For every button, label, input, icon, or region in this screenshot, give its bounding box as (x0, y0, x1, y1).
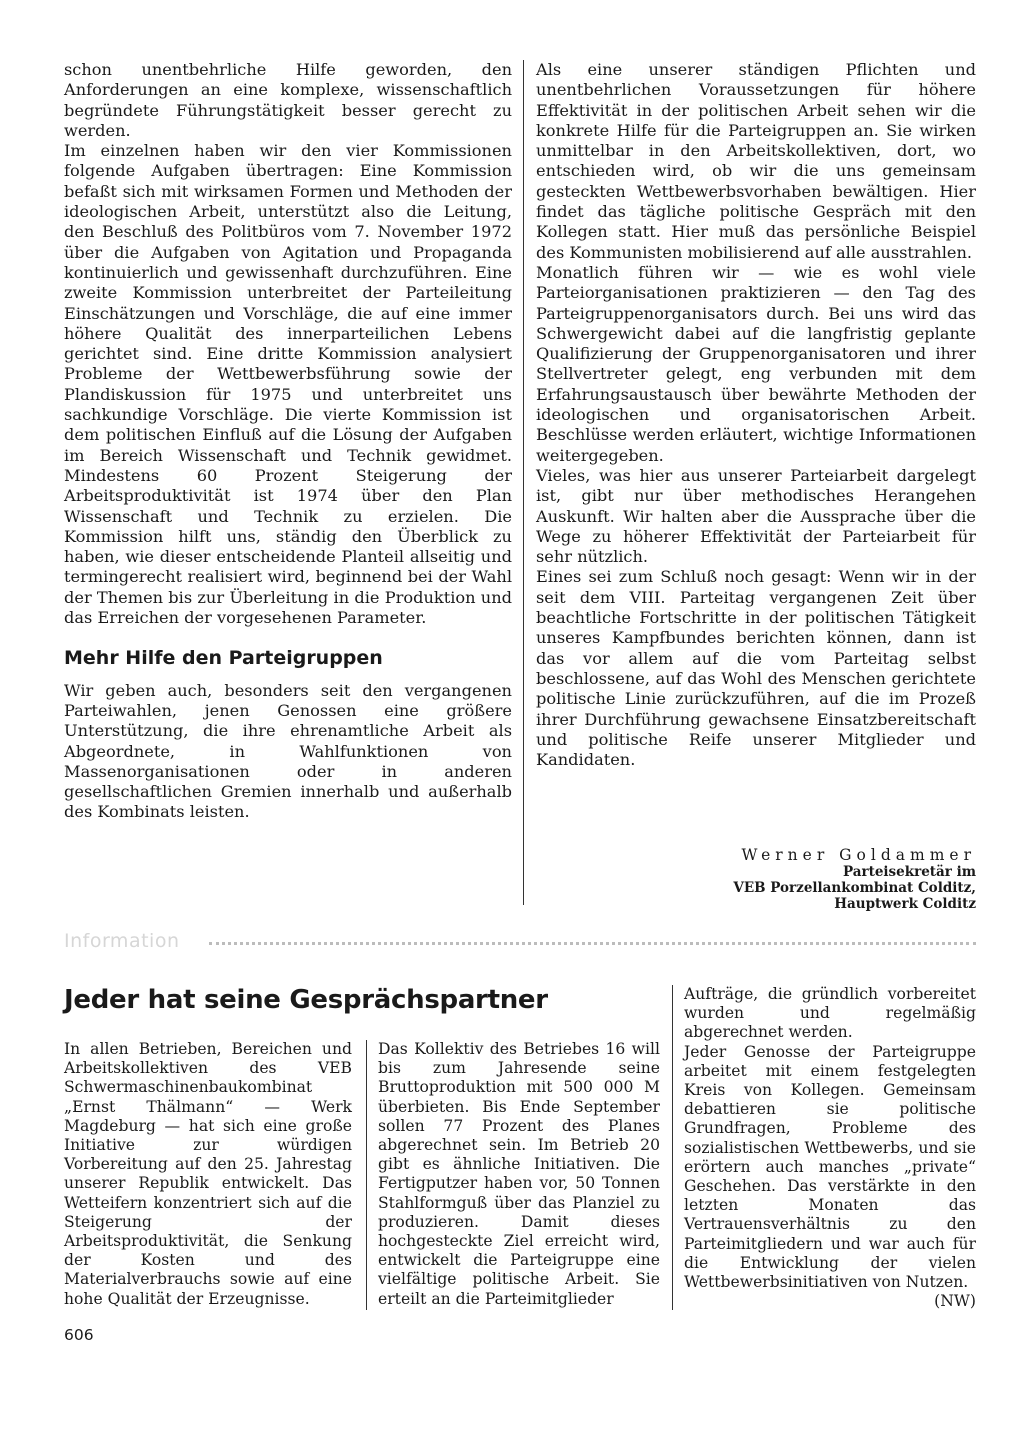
paragraph: schon unentbehrliche Hilfe geworden, den Anforderungen an eine komplexe, wissenschaftlich begründete Führungstätigkeit besser gerecht zu werden. (64, 60, 512, 140)
author-role: Hauptwerk Colditz (834, 896, 976, 912)
paragraph: Aufträge, die gründlich vorbereitet wurden und regelmäßig abgerechnet werden. (684, 985, 976, 1042)
paragraph: Monatlich führen wir — wie es wohl viele Parteiorganisationen praktizieren — den Tag des Parteigruppenorganisators durch. Bei uns wird das Schwergewicht dabei auf die langfristig geplante Qualifizierung der Gruppenorganisatoren und ihrer Stellvertreter gelegt, eng verbunden mit dem Erfahrungsaustausch über bewährte Methoden der ideologischen und organisatorischen Arbeit. Beschlüsse werden erläutert, wichtige Informationen weitergegeben. (536, 262, 976, 465)
paragraph: Im einzelnen haben wir den vier Kommissionen folgende Aufgaben übertragen: Eine Kommission befaßt sich mit wirksamen Formen und Methoden der ideologischen Arbeit, unterstützt also die Leitung, den Beschluß des Politbüros vom 7. November 1972 über die Aufgaben von Agitation und Propaganda kontinuierlich und gewissenhaft durchzuführen. Eine zweite Kommission unterbreitet der Parteileitung Einschätzungen und Vorschläge, die auf eine immer höhere Qualität des innerparteilichen Lebens gerichtet sind. Eine dritte Kommission analysiert Probleme der Wettbewerbsführung sowie der Plandiskussion für 1975 und unterbreitet uns sachkundige Vorschläge. Die vierte Kommission ist dem politischen Einfluß auf die Lösung der Aufgaben im Bereich Wissenschaft und Technik gewidmet. Mindestens 60 Prozent Steigerung der Arbeitsproduktivität ist 1974 über den Plan Wissenschaft und Technik zu erzielen. Die Kommission hilft uns, ständig den Überblick zu haben, wie dieser entscheidende Planteil allseitig und termingerecht realisiert wird, beginnend bei der Wahl der Themen bis zur Überleitung in die Produktion und das Erreichen der vorgesehenen Parameter. (64, 141, 512, 628)
article-column-left (64, 60, 512, 823)
paragraph: Vieles, was hier aus unserer Parteiarbeit dargelegt ist, gibt nur über methodisches Herangehen Auskunft. Wir halten aber die Aussprache über die Wege zu höherer Effektivität der Parteiarbeit für sehr nützlich. (536, 465, 976, 567)
author-initials: (NW) (934, 1292, 976, 1311)
section-heading: Mehr Hilfe den Parteigruppen (64, 647, 383, 670)
column-divider (672, 985, 673, 1310)
author-name: Werner Goldammer (741, 846, 976, 864)
paragraph: In allen Betrieben, Bereichen und Arbeitskollektiven des VEB Schwermaschinenbaukombinat „Ernst Thälmann“ — Werk Magdeburg — hat sich eine große Initiative zur würdigen Vorbereitung auf den 25. Jahrestag unserer Republik entwickelt. Das Wetteifern konzentriert sich auf die Steigerung der Arbeitsproduktivität, die Senkung der Kosten und des Materialverbrauchs sowie auf eine hohe Qualität der Erzeugnisse. (64, 1040, 352, 1308)
article-column-right (536, 60, 976, 770)
author-role: Parteisekretär im (842, 864, 976, 880)
paragraph: Wir geben auch, besonders seit den vergangenen Parteiwahlen, jenen Genossen eine größere Unterstützung, die ihre ehrenamtliche Arbeit als Abgeordnete, in Wahlfunktionen von Massenorganisationen oder in anderen gesellschaftlichen Gremien innerhalb und außerhalb des Kombinats leisten. (64, 680, 512, 822)
paragraph: Als eine unserer ständigen Pflichten und unentbehrlichen Voraussetzungen für höhere Effektivität in der politischen Arbeit sehen wir die konkrete Hilfe für die Parteigruppen an. Sie wirken unmittelbar in den Arbeitskollektiven, dort, wo entschieden wird, ob wir die uns gemeinsam gesteckten Wettbewerbsvorhaben bewältigen. Hier findet das tägliche politische Gespräch mit den Kollegen statt. Hier muß das persönliche Beispiel des Kommunisten mobilisierend auf alle ausstrahlen. (536, 60, 976, 262)
information-banner (64, 930, 976, 954)
paragraph: Jeder Genosse der Parteigruppe arbeitet mit einem festgelegten Kreis von Kollegen. Gemeinsam debattieren sie politische Grundfragen, Probleme des sozialistischen Wettbewerbs, und sie erörtern auch manches „private“ Geschehen. Das verstärkte in den letzten Monaten das Vertrauensverhältnis zu den Parteimitgliedern und war auch für die Entwicklung der vielen Wettbewerbsinitiativen von Nutzen. (684, 1042, 976, 1292)
paragraph: Das Kollektiv des Betriebes 16 will bis zum Jahresende seine Bruttoproduktion mit 500 000 M überbieten. Bis Ende September sollen 77 Prozent des Planes abgerechnet sein. Im Betrieb 20 gibt es ähnliche Initiativen. Die Fertigputzer haben vor, 50 Tonnen Stahlformguß über das Planziel zu produzieren. Damit dieses hochgesteckte Ziel erreicht wird, entwickelt die Parteigruppe eine vielfältige politische Arbeit. Sie erteilt an die Parteimitglieder (378, 1040, 660, 1308)
news-column-2 (378, 1040, 660, 1309)
page-number: 606 (64, 1326, 94, 1344)
dotted-rule (209, 942, 976, 945)
column-divider (523, 60, 524, 905)
paragraph: Eines sei zum Schluß noch gesagt: Wenn wir in der seit dem VIII. Parteitag vergangenen Zeit über beachtliche Fortschritte in der politischen Tätigkeit unseres Kampfbundes berichten können, dann ist das vor allem auf die vom Parteitag selbst beschlossene, auf das Wohl des Menschen gerichtete politische Linie zurückzuführen, auf die im Prozeß ihrer Durchführung gewachsene Einsatzbereitschaft und politische Reife unserer Mitglieder und Kandidaten. (536, 567, 976, 770)
author-role: VEB Porzellankombinat Colditz, (733, 880, 976, 896)
news-column-3 (684, 985, 976, 1311)
column-divider (366, 1040, 367, 1310)
banner-label: Information (64, 930, 180, 952)
news-title: Jeder hat seine Gesprächspartner (64, 985, 548, 1015)
author-signature (733, 846, 976, 912)
news-column-1 (64, 1040, 352, 1309)
